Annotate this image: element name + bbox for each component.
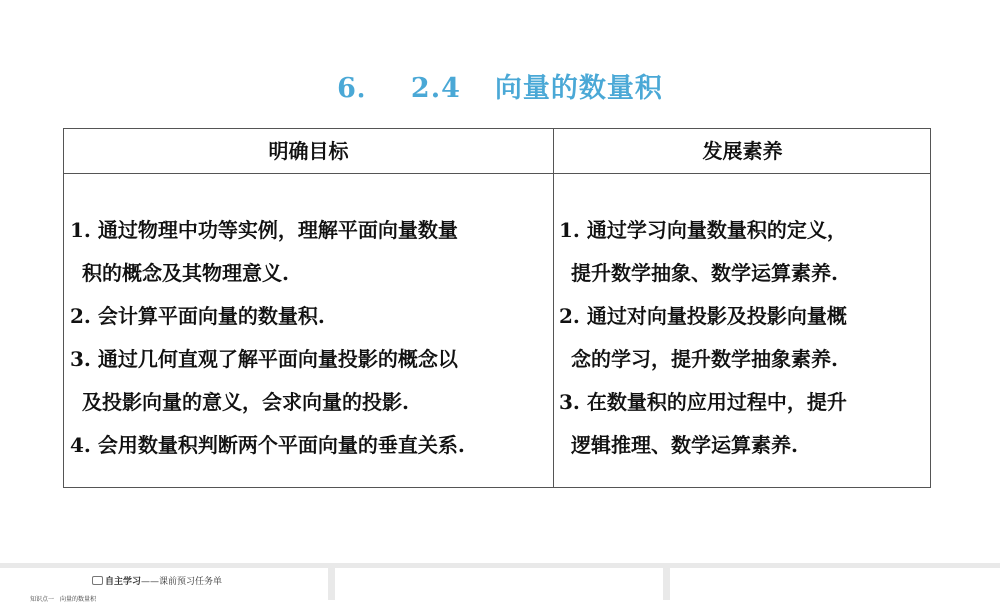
literacy-line: 念的学习，提升数学抽象素养. xyxy=(571,347,838,371)
literacy-line: 3. 在数量积的应用过程中，提升 xyxy=(559,390,847,414)
slide-thumbnail[interactable] xyxy=(335,568,663,608)
book-icon xyxy=(92,576,103,585)
header-divider xyxy=(64,173,930,174)
slide-thumbnail[interactable] xyxy=(670,568,1000,608)
objective-line: 2. 会计算平面向量的数量积. xyxy=(70,304,325,328)
literacy-line: 1. 通过学习向量数量积的定义， xyxy=(559,218,847,242)
objectives-list xyxy=(70,214,550,472)
literacy-list xyxy=(559,214,929,472)
section-code: 2.4 xyxy=(410,73,461,104)
objective-line: 1. 通过物理中功等实例，理解平面向量数量 xyxy=(70,218,458,242)
objective-line: 积的概念及其物理意义. xyxy=(82,261,289,285)
section-name: 向量的数量积 xyxy=(494,73,663,104)
thumbnail-subheading: 知识点一 向量的数量积 xyxy=(30,596,97,603)
slide-thumbnail-strip xyxy=(0,563,1000,603)
objectives-table xyxy=(63,128,931,488)
objective-line: 4. 会用数量积判断两个平面向量的垂直关系. xyxy=(70,433,465,457)
literacy-line: 2. 通过对向量投影及投影向量概 xyxy=(559,304,847,328)
column-divider xyxy=(553,129,554,487)
left-column-header: 明确目标 xyxy=(268,139,349,163)
page-title xyxy=(0,66,1000,105)
thumbnail-heading: 自主学习——课前预习任务单 xyxy=(92,574,222,587)
slide-thumbnail[interactable] xyxy=(0,568,328,608)
section-number: 6． xyxy=(337,73,385,104)
literacy-line: 提升数学抽象、数学运算素养. xyxy=(571,261,838,285)
objective-line: 及投影向量的意义，会求向量的投影. xyxy=(82,390,409,414)
literacy-line: 逻辑推理、数学运算素养. xyxy=(571,433,798,457)
objective-line: 3. 通过几何直观了解平面向量投影的概念以 xyxy=(70,347,458,371)
right-column-header: 发展素养 xyxy=(702,139,783,163)
